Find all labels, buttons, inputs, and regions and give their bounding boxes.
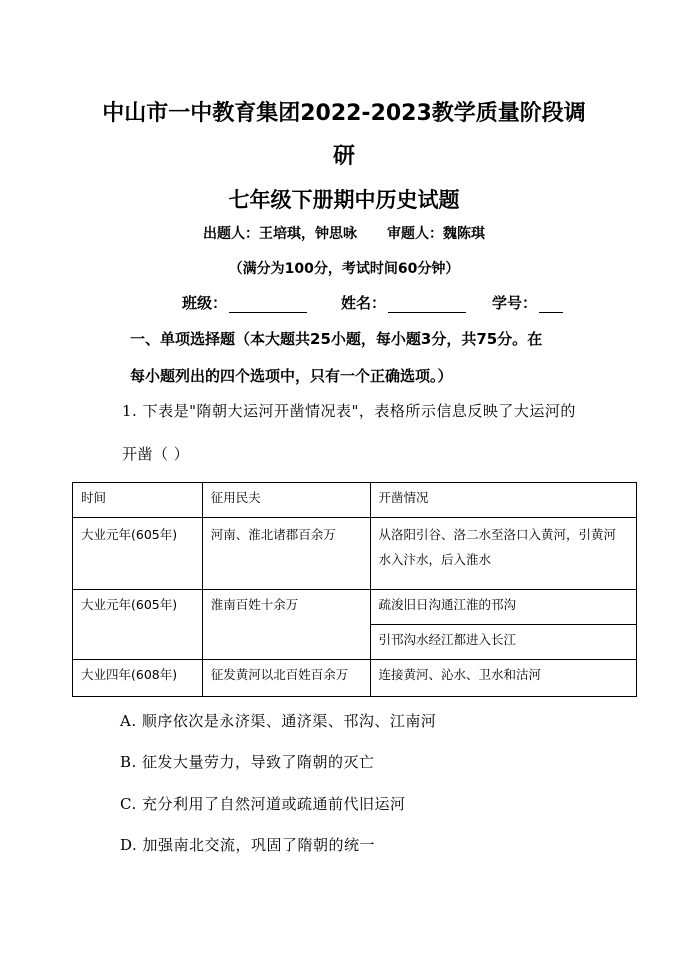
id-field[interactable]: [492, 292, 563, 313]
table-row: [73, 660, 637, 697]
name-blank[interactable]: [388, 298, 466, 313]
option-a[interactable]: A. 顺序依次是永济渠、通济渠、邗沟、江南河: [120, 712, 437, 730]
cell-labor: 河南、淮北诸郡百余万: [202, 518, 370, 590]
exam-subtitle: 七年级下册期中历史试题: [228, 188, 460, 212]
authors: 出题人：王培琪，钟思咏: [203, 226, 357, 242]
reviewer: 审题人：魏陈琪: [387, 226, 485, 242]
canal-table: [72, 482, 637, 697]
question-1-stem: 1. 下表是"隋朝大运河开凿情况表"，表格所示信息反映了大运河的: [122, 402, 576, 420]
cell-works: 从洛阳引谷、洛二水至洛口入黄河，引黄河水入汴水，后入淮水: [370, 518, 637, 590]
class-field[interactable]: [182, 292, 307, 313]
header-works: 开凿情况: [370, 483, 637, 518]
cell-time: 大业元年(605年): [73, 590, 203, 660]
author-info: [0, 223, 688, 243]
cell-time: 大业四年(608年): [73, 660, 203, 697]
score-info: （满分为100分，考试时间60分钟）: [228, 261, 460, 277]
header-labor: 征用民夫: [202, 483, 370, 518]
option-b[interactable]: B. 征发大量劳力，导致了隋朝的灭亡: [120, 753, 375, 771]
option-d[interactable]: D. 加强南北交流，巩固了隋朝的统一: [120, 836, 376, 854]
exam-title-line1: 中山市一中教育集团2022-2023教学质量阶段调: [102, 101, 586, 126]
id-label: 学号：: [492, 294, 538, 312]
table-header-row: [73, 483, 637, 518]
option-c[interactable]: C. 充分利用了自然河道或疏通前代旧运河: [120, 795, 406, 813]
name-field[interactable]: [341, 292, 466, 313]
table-row: [73, 518, 637, 590]
class-label: 班级：: [182, 294, 228, 312]
section-heading-line2: 每小题列出的四个选项中，只有一个正确选项。）: [130, 367, 453, 385]
exam-title-line2: 研: [332, 144, 355, 169]
cell-time: 大业元年(605年): [73, 518, 203, 590]
student-info-fields: [182, 292, 602, 313]
class-blank[interactable]: [229, 298, 307, 313]
table-row: [73, 590, 637, 625]
question-1-stem-cont: 开凿（ ）: [122, 445, 190, 463]
cell-labor: 淮南百姓十余万: [202, 590, 370, 660]
header-time: 时间: [73, 483, 203, 518]
cell-works: 连接黄河、沁水、卫水和沽河: [370, 660, 637, 697]
cell-works: 疏浚旧日沟通江淮的邗沟: [370, 590, 637, 625]
cell-works: 引邗沟水经江都进入长江: [370, 625, 637, 660]
name-label: 姓名：: [341, 294, 387, 312]
id-blank[interactable]: [539, 298, 563, 313]
section-heading-line1: 一、单项选择题（本大题共25小题，每小题3分，共75分。在: [130, 330, 543, 348]
cell-labor: 征发黄河以北百姓百余万: [202, 660, 370, 697]
